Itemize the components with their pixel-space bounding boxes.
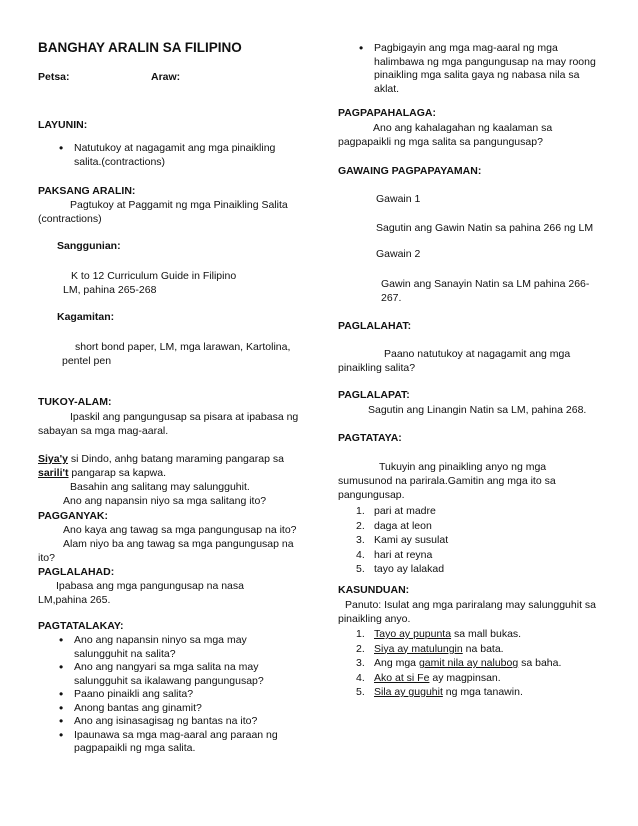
layunin-list — [38, 142, 288, 169]
kasunduan-list — [338, 627, 598, 700]
pagtataya-list — [338, 504, 588, 577]
example-sentence-line-1 — [38, 453, 284, 467]
kasunduan-item: 2. Siya ay matulungin na bata. — [356, 642, 504, 655]
underlined-word: sarili't — [38, 467, 69, 479]
paksang-aralin-text: Pagtukoy at Paggamit ng mga Pinaikling Salita — [70, 199, 288, 211]
sanggunian-heading: Sanggunian: — [57, 240, 121, 252]
pagganyak-heading: PAGGANYAK: — [38, 510, 109, 522]
paksang-aralin-heading: PAKSANG ARALIN: — [38, 185, 136, 197]
pagtataya-item: 5. tayo ay lalakad — [356, 563, 445, 575]
example-sentence-line-2 — [38, 467, 166, 481]
gawaing-heading: GAWAING PAGPAPAYAMAN: — [338, 165, 482, 177]
pagpapahalaga-line-1: Ano ang kahalagahan ng kaalaman sa — [373, 122, 553, 134]
gawain-2-label: Gawain 2 — [376, 248, 421, 260]
kasunduan-item: 4. Ako at si Fe ay magpinsan. — [356, 671, 501, 684]
pagtatalakay-item: • Ano ang nangyari sa mga salita na may salungguhit sa ikalawang pangungusap? — [38, 661, 288, 688]
paglalahat-line-2: pinaikling salita? — [338, 362, 416, 374]
paglalahat-line-1: Paano natutukoy at nagagamit ang mga — [384, 348, 571, 360]
pagtatalakay-heading: PAGTATALAKAY: — [38, 620, 124, 632]
gawain-2-text-b: 267. — [381, 292, 402, 304]
gawain-2-text-a: Gawin ang Sanayin Natin sa LM pahina 266- — [381, 278, 590, 290]
kasunduan-line-1: Panuto: Isulat ang mga pariralang may salungguhit sa — [345, 599, 596, 611]
petsa-label: Petsa: — [38, 71, 70, 83]
tukoy-alam-heading: TUKOY-ALAM: — [38, 396, 112, 408]
pagpapahalaga-line-2: pagpapaikli ng mga salita sa pangungusap? — [338, 136, 543, 148]
pagtataya-item: 1. pari at madre — [356, 505, 436, 517]
pagtatalakay-item: • Ano ang isinasagisag ng bantas na ito? — [38, 715, 288, 729]
paglalapat-heading: PAGLALAPAT: — [338, 389, 410, 401]
pagtatalakay-list — [38, 634, 288, 756]
paglalahat-heading: PAGLALAHAT: — [338, 320, 412, 332]
pagtatalakay-item: • Paano pinaikli ang salita? — [38, 688, 288, 702]
kasunduan-line-2: pinaikling anyo. — [338, 613, 411, 625]
sanggunian-line-2: LM, pahina 265-268 — [63, 284, 157, 296]
kasunduan-item: 3. Ang mga gamit nila ay nalubog sa baha. — [356, 657, 562, 669]
pagtataya-item: 2. daga at leon — [356, 519, 432, 532]
sentence-text: si Dindo, anhg batang maraming pangarap sa — [67, 453, 284, 465]
pagpapahalaga-heading: PAGPAPAHALAGA: — [338, 107, 436, 119]
kasunduan-heading: KASUNDUAN: — [338, 584, 410, 596]
sentence-text: pangarap sa kapwa. — [68, 467, 166, 479]
paglalapat-line-1: Sagutin ang Linangin Natin sa LM, pahina 268. — [368, 404, 587, 416]
araw-label: Araw: — [151, 71, 181, 83]
page-title: BANGHAY ARALIN SA FILIPINO — [38, 40, 242, 55]
pagtatalakay-item: • Anong bantas ang ginamit? — [38, 702, 288, 716]
layunin-item: • Natutukoy at nagagamit ang mga pinaikling salita.(contractions) — [38, 142, 288, 169]
kasunduan-item: 5. Sila ay guguhit ng mga tanawin. — [356, 686, 523, 698]
pagtataya-line-3: pangungusap. — [338, 489, 405, 501]
underlined-word: Siya'y — [38, 453, 68, 465]
sanggunian-line-1: K to 12 Curriculum Guide in Filipino — [71, 270, 237, 282]
kasunduan-item: 1. Tayo ay pupunta sa mall bukas. — [356, 628, 522, 640]
pagtatalakay-item: • Ipaunawa sa mga mag-aaral ang paraan ng pagpapaikli ng mga salita. — [38, 729, 288, 756]
paksang-aralin-text-2: (contractions) — [38, 213, 102, 225]
question-1: Basahin ang salitang may salungguhit. — [70, 481, 250, 493]
kagamitan-line-2: pentel pen — [62, 355, 112, 367]
right-top-item: • Pagbigayin ang mga mag-aaral ng mga halimbawa ng mga pangungusap na may roong pinaikling mga salita gaya ng nabasa nila sa aklat. — [338, 42, 598, 96]
paglalahad-line-1: Ipabasa ang mga pangungusap na nasa — [56, 580, 244, 592]
gawain-1-text: Sagutin ang Gawin Natin sa pahina 266 ng LM — [376, 222, 594, 234]
pagtataya-line-1: Tukuyin ang pinaikling anyo ng mga — [379, 461, 547, 473]
tukoy-alam-line-2: sabayan sa mga mag-aaral. — [38, 425, 169, 437]
tukoy-alam-line-1: Ipaskil ang pangungusap sa pisara at ipabasa ng — [70, 411, 299, 423]
gawain-1-label: Gawain 1 — [376, 193, 421, 205]
layunin-heading: LAYUNIN: — [38, 119, 88, 131]
question-2: Ano ang napansin niyo sa mga salitang ito? — [63, 495, 267, 507]
pagganyak-q2a: Alam niyo ba ang tawag sa mga pangungusap na — [63, 538, 294, 550]
pagtataya-line-2: sumusunod na parirala.Gamitin ang mga ito sa — [338, 475, 556, 487]
kagamitan-heading: Kagamitan: — [57, 311, 115, 323]
paglalahad-heading: PAGLALAHAD: — [38, 566, 115, 578]
paglalahad-line-2: LM,pahina 265. — [38, 594, 111, 606]
pagtatalakay-item: • Ano ang napansin ninyo sa mga may salungguhit na salita? — [38, 634, 288, 661]
kagamitan-line-1: short bond paper, LM, mga larawan, Kartolina, — [75, 341, 291, 353]
pagtataya-item: 4. hari at reyna — [356, 548, 433, 561]
right-top-list — [338, 42, 598, 96]
pagtataya-heading: PAGTATAYA: — [338, 432, 402, 444]
pagganyak-q2b: ito? — [38, 552, 55, 564]
pagtataya-item: 3. Kami ay susulat — [356, 534, 449, 546]
pagganyak-q1: Ano kaya ang tawag sa mga pangungusap na ito? — [63, 524, 297, 536]
